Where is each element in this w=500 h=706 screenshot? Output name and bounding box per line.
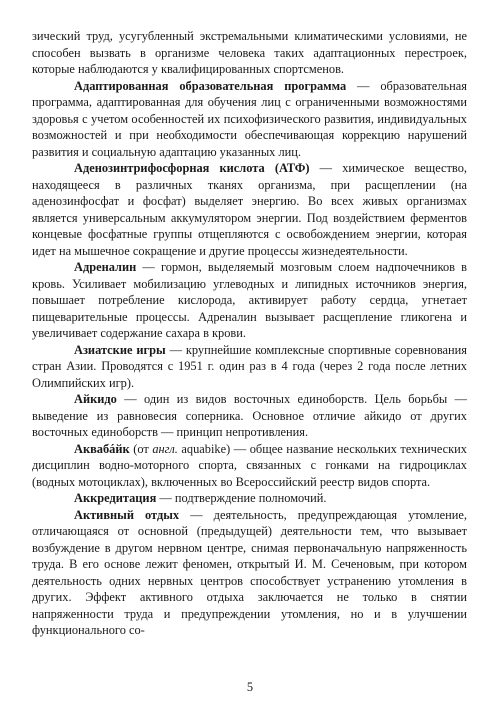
term-heading: Аквабáйк [74,441,130,456]
term-heading: Аденозинтрифосфорная кислота (АТФ) [74,161,310,175]
entry-adrenaline [32,259,467,342]
term-heading: Айкидо [74,392,117,406]
term-etymology-language: англ. [152,441,178,456]
term-definition: — один из видов восточных единоборств. Цель борьбы — выведение из равновесия соперника. Основное отличие айкидо от других восточных единоборств — принцип непротивления. [32,392,467,439]
entry-atp [32,160,467,259]
term-heading: Азиатские игры [74,342,166,357]
term-definition: — химическое вещество, находящееся в различных тканях организма, при расщеплении (на аденозинфосфат и фосфат) выделяет энергию. Во всех живых организмах является универсальным аккумулятором энергии. Под воздействием ферментов концевые фосфатные группы отщепляются с освобождением энергии, которая идет на мышечное сокращение и другие процессы жизнедеятельности. [32,161,467,258]
term-definition: — общее название нескольких технических дисциплин водно-моторного спорта, связанных с гонками на гидроциклах (водных мотоциклах), включенных во Всероссийский реестр видов спорта. [32,441,468,489]
term-etymology-open: (от [129,441,153,456]
continuation-paragraph: зический труд, усугубленный экстремальными климатическими условиями, не способен вызвать в организме человека таких адаптационных перестроек, которые наблюдаются у квалифицированных спортсменов. [32,29,467,76]
entry-asian-games [32,342,467,392]
entry-active-rest [32,507,467,639]
term-heading: Аккредитация [74,491,157,505]
term-definition: — деятельность, предупреждающая утомление, отличающаяся от основной (предыдущей) деятельности тем, что вызывает возбуждение в другом нервном центре, снимая первоначальную напряженность труда. В его основе лежит феномен, открытый И. М. Сеченовым, при котором деятельность одних нервных центров способствует устранению утомления в других. Эффект активного отдыха заключается не только в снятии напряженности труда и предупреждении утомления, но и в улучшении функционального со- [32,507,467,637]
term-definition: — гормон, выделяемый мозговым слоем надпочечников в кровь. Усиливает мобилизацию углеводных и липидных источников энергия, повышает потребление кислорода, активирует работу сердца, угнетает пищеварительные процессы. Адреналин вызывает расщепление гликогена и увеличивает содержание сахара в крови. [32,260,467,340]
term-heading: Адаптированная образовательная программа [74,78,347,93]
document-page [32,28,467,639]
entry-accreditation [32,490,467,507]
term-definition: — образовательная программа, адаптированная для обучения лиц с ограниченными возможностями здоровья с учетом особенностей их психофизического развития, индивидуальных возможностей и при необходимости обеспечивающая коррекцию нарушений развития и социальную адаптацию указанных лиц. [32,78,467,159]
entry-aquabike [32,441,467,491]
term-definition: — подтверждение полномочий. [156,491,327,505]
entry-aikido [32,391,467,441]
term-etymology-word: aquabike) [177,441,231,456]
entry-adapted-program [32,78,467,161]
page-number: 5 [246,680,254,694]
term-definition: — крупнейшие комплексные спортивные соревнования стран Азии. Проводятся с 1951 г. один раз в 4 года (через 2 года после летних Олимпийских игр). [32,342,467,390]
term-heading: Активный отдых [74,507,180,522]
term-heading: Адреналин [74,260,137,274]
